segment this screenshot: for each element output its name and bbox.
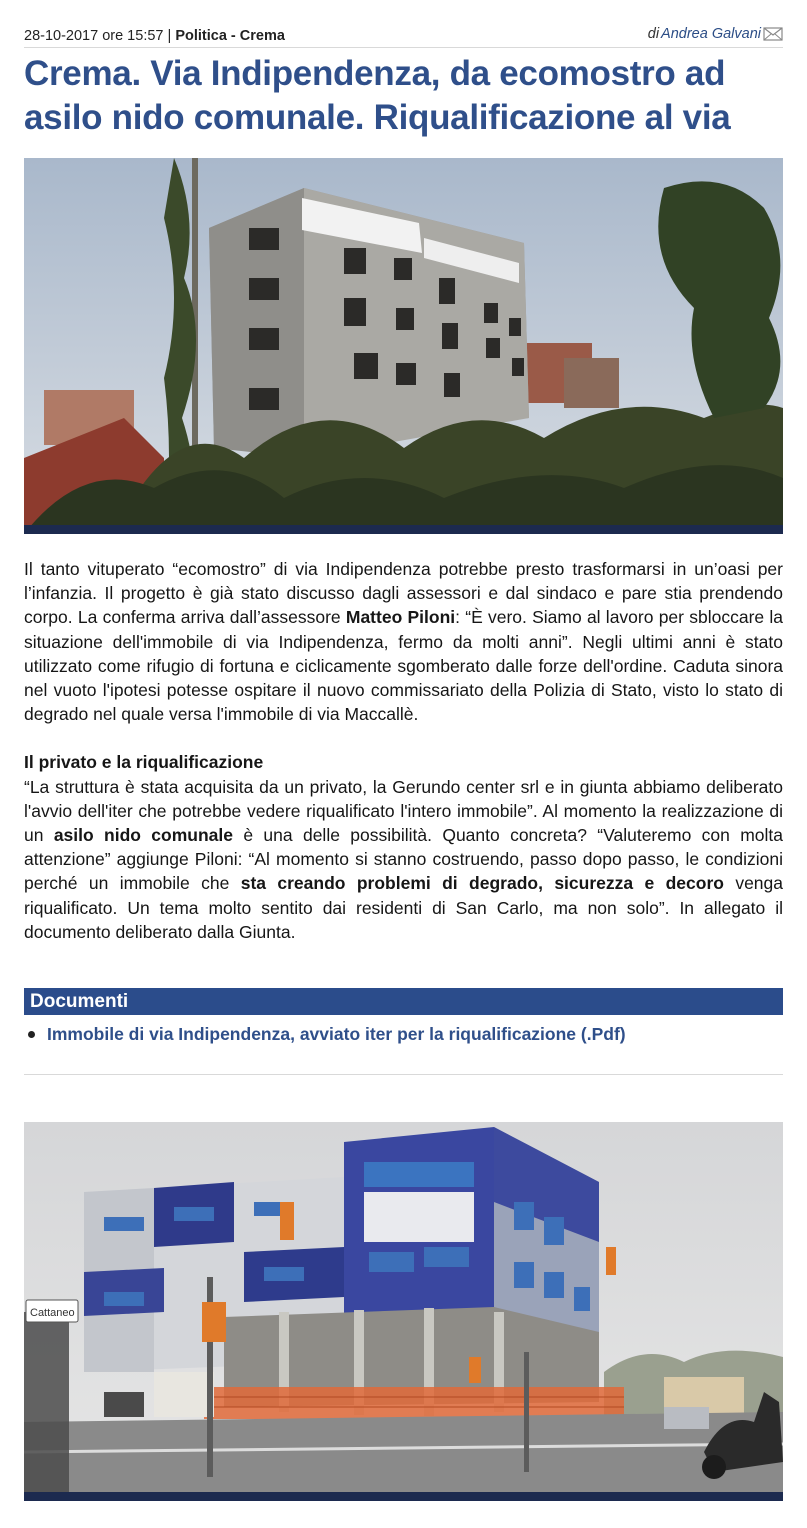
paragraph-main: “La struttura è stata acquisita da un privato, la Gerundo center srl e in giunta abbiamo deliberato l'avvio dell'iter che potrebbe vedere riqualificato l'intero immobile”. Al momento la realizzazione di un asilo nido comunale è una delle possibilità. Quanto concreta? “Valuteremo con molta attenzione” aggiunge Piloni: “Al momento si stanno costruendo, passo dopo passo, le condizioni perché un immobile che sta creando problemi di degrado, sicurezza e decoro venga riqualificato. Un tema molto sentito dai residenti di San Carlo, ma non solo”. In allegato il documento deliberato dalla Giunta. — [24, 776, 784, 942]
documents-header: Documenti — [24, 988, 783, 1015]
category-link[interactable]: Politica - Crema — [175, 28, 285, 44]
article-body — [24, 557, 783, 944]
publish-date: 28-10-2017 ore 15:57 — [24, 28, 164, 44]
document-link[interactable]: Immobile di via Indipendenza, avviato iter per la riqualificazione (.Pdf) — [47, 1024, 626, 1044]
article-photo-ecomostro — [24, 158, 783, 534]
mail-icon[interactable] — [763, 26, 783, 42]
author-link[interactable]: Andrea Galvani — [661, 26, 761, 42]
author-prefix: di — [647, 26, 660, 42]
list-item — [28, 1024, 783, 1045]
bullet-icon — [28, 1031, 35, 1038]
paragraph-intro: Il tanto vituperato “ecomostro” di via Indipendenza potrebbe presto trasformarsi in un’oasi per l’infanzia. Il progetto è già stato discusso dagli assessori e dal sindaco e pare stia prendendo corpo. La conferma arriva dall’assessore Matteo Piloni: “È vero. Siamo al lavoro per sbloccare la situazione dell'immobile di via Indipendenza, fermo da molti anni”. Negli ultimi anni è stato utilizzato come rifugio di fortuna e ciclicamente sgomberato dalle forze dell'ordine. Caduta sinora nel vuoto l'ipotesi potesse ospitare il nuovo commissariato della Polizia di Stato, visto lo stato di degrado nel quale versa l'immobile di via Maccallè. — [24, 559, 783, 725]
meta-separator: | — [167, 28, 172, 44]
divider — [24, 1074, 783, 1075]
bold-asilo: asilo nido comunale — [53, 825, 233, 846]
street-sign-text: Cattaneo — [30, 1307, 75, 1319]
meta-info — [24, 28, 285, 44]
documents-list — [28, 1024, 783, 1045]
bold-name: Matteo Piloni — [345, 607, 456, 628]
author-info — [648, 26, 783, 42]
photo-bottom-bar — [24, 1492, 783, 1501]
article-photo-building — [24, 1122, 783, 1501]
section-subheading: Il privato e la riqualificazione — [24, 752, 264, 773]
bold-degrado: sta creando problemi di degrado, sicurezza e decoro — [240, 873, 724, 894]
article-meta — [24, 26, 783, 48]
article-title: Crema. Via Indipendenza, da ecomostro ad asilo nido comunale. Riqualificazione al via — [24, 54, 731, 137]
photo-bottom-bar — [24, 525, 783, 534]
